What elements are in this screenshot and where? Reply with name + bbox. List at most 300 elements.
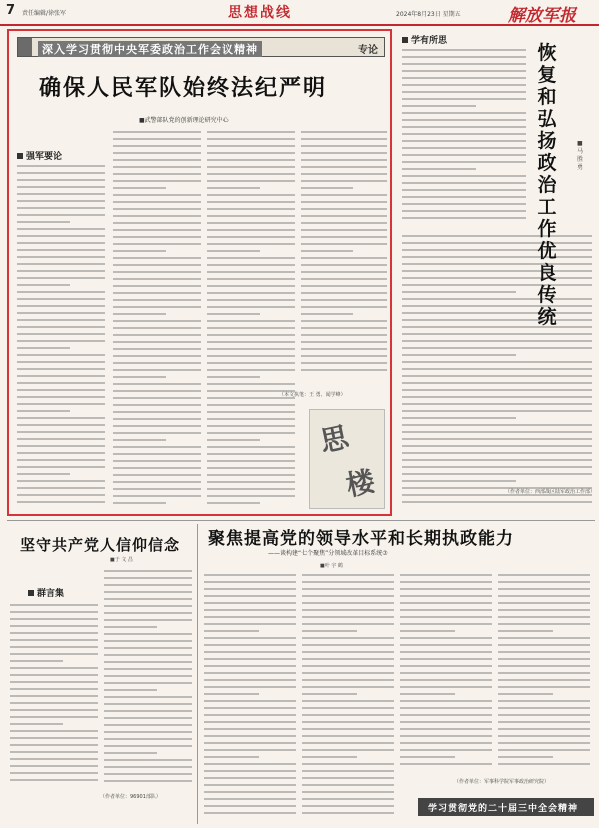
body-text-line [113, 404, 201, 406]
body-text-line [104, 661, 192, 663]
body-text-line [400, 693, 455, 695]
body-text-line [207, 222, 295, 224]
body-text-line [400, 749, 492, 751]
body-text-line [207, 432, 295, 434]
body-text-line [402, 319, 592, 321]
body-text-line [113, 264, 201, 266]
body-text-line [204, 595, 296, 597]
body-text-line [17, 452, 105, 454]
body-text-line [113, 285, 201, 287]
body-text-line [402, 340, 592, 342]
body-text-line [10, 604, 98, 606]
body-text-line [113, 383, 201, 385]
body-text-line [204, 609, 296, 611]
body-text-line [207, 208, 295, 210]
body-text-line [10, 772, 98, 774]
body-text-line [207, 502, 260, 504]
body-text-line [402, 217, 526, 219]
body-text-line [402, 368, 592, 370]
body-text-line [113, 453, 201, 455]
body-text-line [17, 235, 105, 237]
lower-main-subtitle: ——谈构建“七个聚焦”分领域改革目标系统⑦ [268, 550, 388, 557]
body-text-line [302, 714, 394, 716]
body-text-line [301, 292, 387, 294]
body-text-line [402, 396, 592, 398]
lower-left-text-col-1 [10, 604, 98, 790]
body-text-line [302, 588, 394, 590]
body-text-line [17, 368, 105, 370]
body-text-line [207, 173, 295, 175]
body-text-line [207, 439, 260, 441]
body-text-line [301, 201, 387, 203]
body-text-line [17, 172, 105, 174]
body-text-line [498, 742, 590, 744]
body-text-line [207, 488, 295, 490]
body-text-line [302, 777, 394, 779]
body-text-line [301, 215, 387, 217]
body-text-line [302, 609, 394, 611]
body-text-line [10, 695, 98, 697]
body-text-line [301, 348, 387, 350]
column-divider [197, 524, 198, 824]
body-text-line [204, 728, 296, 730]
body-text-line [204, 756, 259, 758]
body-text-line [17, 396, 105, 398]
body-text-line [402, 277, 592, 279]
body-text-line [402, 375, 592, 377]
feature-text-col-2 [113, 131, 201, 511]
body-text-line [10, 667, 98, 669]
body-text-line [207, 194, 295, 196]
body-text-line [402, 354, 516, 356]
body-text-line [302, 798, 394, 800]
body-text-line [207, 131, 295, 133]
body-text-line [17, 256, 105, 258]
body-text-line [104, 598, 192, 600]
body-text-line [402, 305, 592, 307]
body-text-line [498, 679, 590, 681]
body-text-line [113, 257, 201, 259]
right-column-article [398, 29, 596, 516]
body-text-line [400, 735, 492, 737]
calligraphy-char-2: 楼 [343, 464, 378, 503]
body-text-line [104, 759, 192, 761]
body-text-line [207, 327, 295, 329]
body-text-line [17, 200, 105, 202]
body-text-line [17, 291, 105, 293]
body-text-line [207, 264, 295, 266]
body-text-line [498, 756, 553, 758]
body-text-line [498, 658, 590, 660]
lower-left-tag: 群言集 [28, 586, 64, 599]
calligraphy-char-1: 思 [317, 420, 352, 459]
body-text-line [402, 501, 592, 503]
body-text-line [301, 299, 387, 301]
body-text-line [498, 672, 590, 674]
body-text-line [400, 721, 492, 723]
body-text-line [17, 424, 105, 426]
masthead [0, 0, 599, 26]
body-text-line [207, 418, 295, 420]
body-text-line [207, 250, 260, 252]
body-text-line [301, 180, 387, 182]
body-text-line [498, 595, 590, 597]
body-text-line [104, 689, 157, 691]
body-text-line [402, 63, 526, 65]
body-text-line [17, 193, 105, 195]
body-text-line [17, 186, 105, 188]
body-text-line [402, 466, 592, 468]
body-text-line [17, 305, 105, 307]
body-text-line [402, 56, 526, 58]
feature-article [7, 29, 392, 516]
body-text-line [17, 382, 105, 384]
body-text-line [302, 770, 394, 772]
body-text-line [10, 625, 98, 627]
body-text-line [113, 481, 201, 483]
body-text-line [113, 131, 201, 133]
body-text-line [402, 77, 526, 79]
body-text-line [17, 179, 105, 181]
body-text-line [104, 633, 192, 635]
body-text-line [207, 376, 260, 378]
body-text-line [104, 745, 192, 747]
newspaper-logo: 解放军报 [508, 6, 576, 26]
body-text-line [400, 756, 455, 758]
body-text-line [204, 637, 296, 639]
body-text-line [104, 654, 192, 656]
body-text-line [113, 292, 201, 294]
body-text-line [301, 250, 353, 252]
body-text-line [207, 446, 295, 448]
body-text-line [402, 298, 592, 300]
body-text-line [17, 417, 105, 419]
body-text-line [207, 138, 295, 140]
body-text-line [204, 721, 296, 723]
body-text-line [301, 285, 387, 287]
body-text-line [301, 334, 387, 336]
body-text-line [301, 159, 387, 161]
body-text-line [301, 327, 387, 329]
body-text-line [204, 665, 296, 667]
body-text-line [10, 709, 98, 711]
body-text-line [301, 257, 387, 259]
body-text-line [204, 693, 259, 695]
body-text-line [402, 256, 592, 258]
body-text-line [301, 208, 387, 210]
body-text-line [10, 688, 98, 690]
body-text-line [402, 168, 476, 170]
body-text-line [17, 249, 105, 251]
body-text-line [207, 467, 295, 469]
body-text-line [10, 681, 98, 683]
feature-headline: 确保人民军队始终法纪严明 [39, 75, 328, 101]
body-text-line [302, 791, 394, 793]
body-text-line [498, 609, 590, 611]
body-text-line [204, 798, 296, 800]
body-text-line [301, 222, 387, 224]
body-text-line [104, 717, 192, 719]
body-text-line [113, 236, 201, 238]
body-text-line [113, 495, 201, 497]
body-text-line [207, 474, 295, 476]
body-text-line [113, 474, 201, 476]
body-text-line [402, 361, 592, 363]
body-text-line [302, 658, 394, 660]
body-text-line [207, 341, 295, 343]
body-text-line [17, 459, 105, 461]
body-text-line [400, 623, 492, 625]
body-text-line [113, 320, 201, 322]
body-text-line [207, 292, 295, 294]
lower-left-title: 坚守共产党人信仰信念 [20, 536, 181, 554]
body-text-line [301, 166, 387, 168]
body-text-line [400, 742, 492, 744]
body-text-line [301, 173, 387, 175]
body-text-line [301, 271, 387, 273]
body-text-line [204, 763, 296, 765]
body-text-line [104, 752, 157, 754]
body-text-line [204, 651, 296, 653]
body-text-line [302, 679, 394, 681]
body-text-line [113, 243, 201, 245]
body-text-line [113, 488, 201, 490]
body-text-line [400, 602, 492, 604]
lower-left-credit: （作者单位：96901部队） [100, 794, 161, 800]
body-text-line [402, 84, 526, 86]
body-text-line [17, 165, 105, 167]
body-text-line [17, 312, 105, 314]
section-title: 思想战线 [228, 5, 292, 21]
body-text-line [402, 403, 592, 405]
body-text-line [10, 653, 98, 655]
body-text-line [402, 312, 592, 314]
body-text-line [402, 459, 592, 461]
body-text-line [400, 763, 492, 765]
body-text-line [17, 319, 105, 321]
body-text-line [302, 735, 394, 737]
body-text-line [302, 707, 394, 709]
body-text-line [301, 355, 387, 357]
body-text-line [204, 602, 296, 604]
body-text-line [204, 770, 296, 772]
body-text-line [400, 574, 492, 576]
page-editor: 责任编辑/徐张军 [22, 10, 67, 17]
body-text-line [207, 299, 295, 301]
body-text-line [207, 334, 295, 336]
body-text-line [302, 784, 394, 786]
body-text-line [10, 639, 98, 641]
body-text-line [17, 466, 105, 468]
body-text-line [402, 91, 526, 93]
body-text-line [204, 644, 296, 646]
body-text-line [207, 285, 295, 287]
body-text-line [10, 716, 98, 718]
body-text-line [204, 742, 296, 744]
body-text-line [204, 784, 296, 786]
body-text-line [17, 263, 105, 265]
banner-tag: 专论 [358, 45, 378, 56]
body-text-line [302, 595, 394, 597]
body-text-line [113, 446, 201, 448]
body-text-line [17, 242, 105, 244]
body-text-line [17, 228, 105, 230]
body-text-line [113, 222, 201, 224]
body-text-line [402, 154, 526, 156]
body-text-line [207, 481, 295, 483]
body-text-line [113, 411, 201, 413]
body-text-line [17, 277, 105, 279]
body-text-line [400, 665, 492, 667]
body-text-line [104, 584, 192, 586]
feature-text-col-1 [17, 165, 105, 510]
page-number: 7 [6, 3, 16, 18]
body-text-line [498, 644, 590, 646]
body-text-line [10, 737, 98, 739]
body-text-line [10, 765, 98, 767]
body-text-line [17, 480, 105, 482]
body-text-line [302, 693, 357, 695]
body-text-line [302, 686, 394, 688]
body-text-line [113, 467, 201, 469]
body-text-line [113, 250, 166, 252]
body-text-line [17, 361, 105, 363]
body-text-line [17, 298, 105, 300]
body-text-line [402, 445, 592, 447]
body-text-line [104, 605, 192, 607]
right-article-title: 恢复和弘扬政治工作优良传统 [537, 42, 557, 328]
body-text-line [498, 714, 590, 716]
body-text-line [104, 780, 192, 782]
body-text-line [302, 721, 394, 723]
body-text-line [104, 682, 192, 684]
body-text-line [113, 306, 201, 308]
body-text-line [104, 640, 192, 642]
body-text-line [402, 119, 526, 121]
body-text-line [10, 660, 63, 662]
body-text-line [301, 306, 387, 308]
body-text-line [207, 215, 295, 217]
body-text-line [204, 749, 296, 751]
body-text-line [402, 270, 592, 272]
body-text-line [207, 145, 295, 147]
body-text-line [400, 658, 492, 660]
body-text-line [17, 333, 105, 335]
body-text-line [402, 417, 516, 419]
body-text-line [400, 686, 492, 688]
body-text-line [207, 159, 295, 161]
body-text-line [302, 812, 394, 814]
body-text-line [204, 805, 296, 807]
body-text-line [402, 98, 526, 100]
body-text-line [402, 147, 526, 149]
body-text-line [17, 403, 105, 405]
body-text-line [301, 243, 387, 245]
feature-text-col-4 [301, 131, 387, 381]
body-text-line [301, 236, 387, 238]
body-text-line [104, 675, 192, 677]
lower-left-text-col-2 [104, 570, 192, 790]
body-text-line [10, 751, 98, 753]
body-text-line [498, 721, 590, 723]
body-text-line [402, 203, 526, 205]
body-text-line [204, 630, 259, 632]
body-text-line [17, 340, 105, 342]
body-text-line [207, 355, 295, 357]
body-text-line [10, 674, 98, 676]
body-text-line [400, 672, 492, 674]
column-tag: 强军要论 [17, 149, 62, 162]
body-text-line [207, 425, 295, 427]
body-text-line [402, 105, 476, 107]
body-text-line [204, 812, 296, 814]
lower-main-text-col-2 [302, 574, 394, 822]
body-text-line [301, 264, 387, 266]
body-text-line [113, 215, 201, 217]
body-text-line [302, 574, 394, 576]
body-text-line [400, 714, 492, 716]
body-text-line [113, 334, 201, 336]
body-text-line [302, 763, 394, 765]
body-text-line [113, 369, 201, 371]
body-text-line [17, 494, 105, 496]
body-text-line [302, 637, 394, 639]
lower-left-byline: ■于 文 昌 [110, 557, 133, 563]
body-text-line [113, 166, 201, 168]
body-text-line [10, 646, 98, 648]
body-text-line [207, 236, 295, 238]
body-text-line [498, 665, 590, 667]
body-text-line [498, 616, 590, 618]
body-text-line [302, 581, 394, 583]
body-text-line [113, 439, 166, 441]
body-text-line [104, 577, 192, 579]
lower-main-text-col-4 [498, 574, 590, 774]
body-text-line [204, 623, 296, 625]
body-text-line [302, 756, 357, 758]
body-text-line [104, 710, 192, 712]
body-text-line [17, 221, 70, 223]
body-text-line [400, 595, 492, 597]
body-text-line [402, 49, 526, 51]
body-text-line [17, 431, 105, 433]
body-text-line [113, 208, 201, 210]
feature-byline: ■武警部队党的创新理论研究中心 [139, 117, 229, 124]
body-text-line [402, 284, 592, 286]
body-text-line [498, 693, 553, 695]
body-text-line [402, 263, 592, 265]
body-text-line [104, 773, 192, 775]
body-text-line [104, 703, 192, 705]
body-text-line [302, 616, 394, 618]
body-text-line [204, 707, 296, 709]
body-text-line [402, 161, 526, 163]
body-text-line [207, 201, 295, 203]
body-text-line [10, 611, 98, 613]
body-text-line [302, 700, 394, 702]
body-text-line [104, 731, 192, 733]
body-text-line [207, 306, 295, 308]
body-text-line [10, 744, 98, 746]
body-text-line [301, 362, 387, 364]
body-text-line [301, 278, 387, 280]
body-text-line [402, 235, 592, 237]
body-text-line [113, 145, 201, 147]
body-text-line [207, 271, 295, 273]
body-text-line [402, 410, 592, 412]
body-text-line [113, 390, 201, 392]
footer-banner [418, 798, 594, 816]
